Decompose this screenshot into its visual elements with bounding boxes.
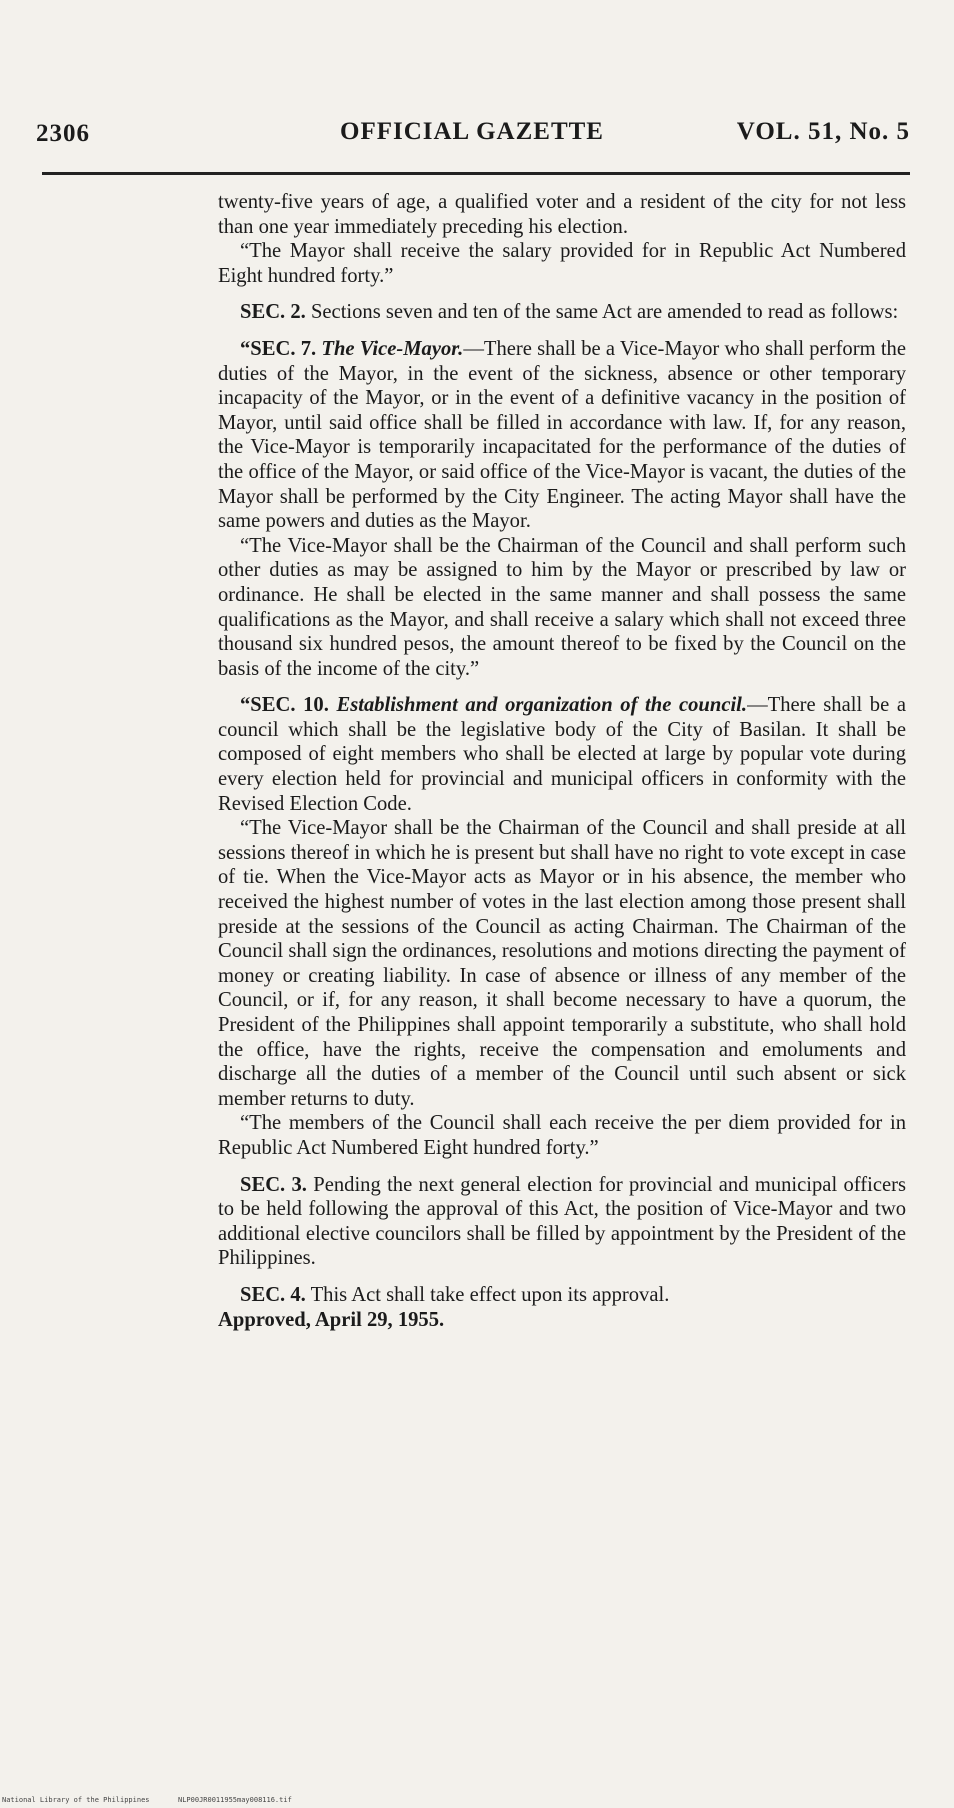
paragraph (218, 816, 906, 1111)
gazette-title: OFFICIAL GAZETTE (340, 118, 604, 145)
section-number: SEC. 2. (240, 301, 306, 324)
section-number: SEC. 4. (240, 1283, 306, 1306)
paragraph (218, 1173, 906, 1271)
paragraph (218, 534, 906, 682)
scan-filename: NLP00JR0011955may008116.tif (178, 1796, 292, 1804)
section-heading: The Vice-Mayor. (316, 337, 464, 360)
paragraph (218, 239, 906, 288)
page-header (28, 118, 910, 158)
paragraph (218, 190, 906, 239)
paragraph-text: This Act shall take effect upon its approval. (305, 1283, 670, 1306)
section-number: “SEC. 10. (240, 694, 329, 717)
paragraph-text: —There shall be a Vice-Mayor who shall perform the duties of the Mayor, in the event of the sickness, absence or other temporary incapacity of the Mayor, or in the event of a definitive vacancy in the position of Mayor, until said office shall be filled in accordance with law. If, for any reason, the Vice-Mayor is temporarily incapacitated for the performance of the duties of the office of the Mayor, or said office of the Vice-Mayor is vacant, the duties of the Mayor shall be performed by the City Engineer. The acting Mayor shall have the same powers and duties as the Mayor. (218, 337, 906, 533)
paragraph (218, 1283, 906, 1308)
paragraph-text: “The Vice-Mayor shall be the Chairman of the Council and shall perform such other duties as may be assigned to him by the Mayor or prescribed by law or ordinance. He shall be elected in the same manner and shall possess the same qualifications as the Mayor, and shall receive a salary which shall not exceed three thousand six hundred pesos, the amount thereof to be fixed by the Council on the basis of the income of the city.” (218, 534, 906, 680)
header-rule (42, 172, 910, 175)
paragraph-text: Pending the next general election for provincial and municipal officers to be held following the approval of this Act, the position of Vice-Mayor and two additional elective councilors shall be filled by appointment by the President of the Philippines. (218, 1173, 906, 1270)
document-body (218, 190, 906, 1332)
volume-issue: VOL. 51, No. 5 (736, 118, 910, 145)
paragraph (218, 693, 906, 816)
section-number: SEC. 3. (240, 1173, 307, 1196)
section-number: “SEC. 7. (240, 337, 317, 360)
scan-footer (0, 1796, 954, 1808)
paragraph (218, 337, 906, 534)
paragraph-text: “The Mayor shall receive the salary provided for in Republic Act Numbered Eight hundred forty.” (218, 240, 906, 287)
section-heading: Establishment and organization of the council. (328, 694, 748, 717)
paragraph-text: “The members of the Council shall each receive the per diem provided for in Republic Act Numbered Eight hundred forty.” (218, 1112, 906, 1159)
paragraph-text: twenty-five years of age, a qualified voter and a resident of the city for not less than one year immediately preceding his election. (218, 191, 906, 238)
paragraph-text: “The Vice-Mayor shall be the Chairman of the Council and shall preside at all sessions thereof in which he is present but shall have no right to vote except in case of tie. When the Vice-Mayor acts as Mayor or in his absence, the member who received the highest number of votes in the last election among those present shall preside at the sessions of the Council as acting Chairman. The Chairman of the Council shall sign the ordinances, resolutions and motions directing the payment of money or creating liability. In case of absence or illness of any member of the Council, or if, for any reason, it shall become necessary to have a quorum, the President of the Philippines shall appoint temporarily a substitute, who shall hold the office, have the rights, receive the compensation and emoluments and discharge all the duties of a member of the Council until such absent or sick member returns to duty. (218, 817, 906, 1110)
library-credit: National Library of the Philippines (2, 1796, 150, 1804)
paragraph (218, 300, 906, 325)
paragraph (218, 1111, 906, 1160)
paragraph-text: —There shall be a council which shall be the legislative body of the City of Basilan. It shall be composed of eight members who shall be elected at large by popular vote during every election held for provincial and municipal officers in conformity with the Revised Election Code. (218, 694, 906, 815)
approval-date: Approved, April 29, 1955. (218, 1308, 445, 1331)
page-number: 2306 (36, 120, 90, 147)
paragraph-text: Sections seven and ten of the same Act are amended to read as follows: (305, 301, 899, 324)
